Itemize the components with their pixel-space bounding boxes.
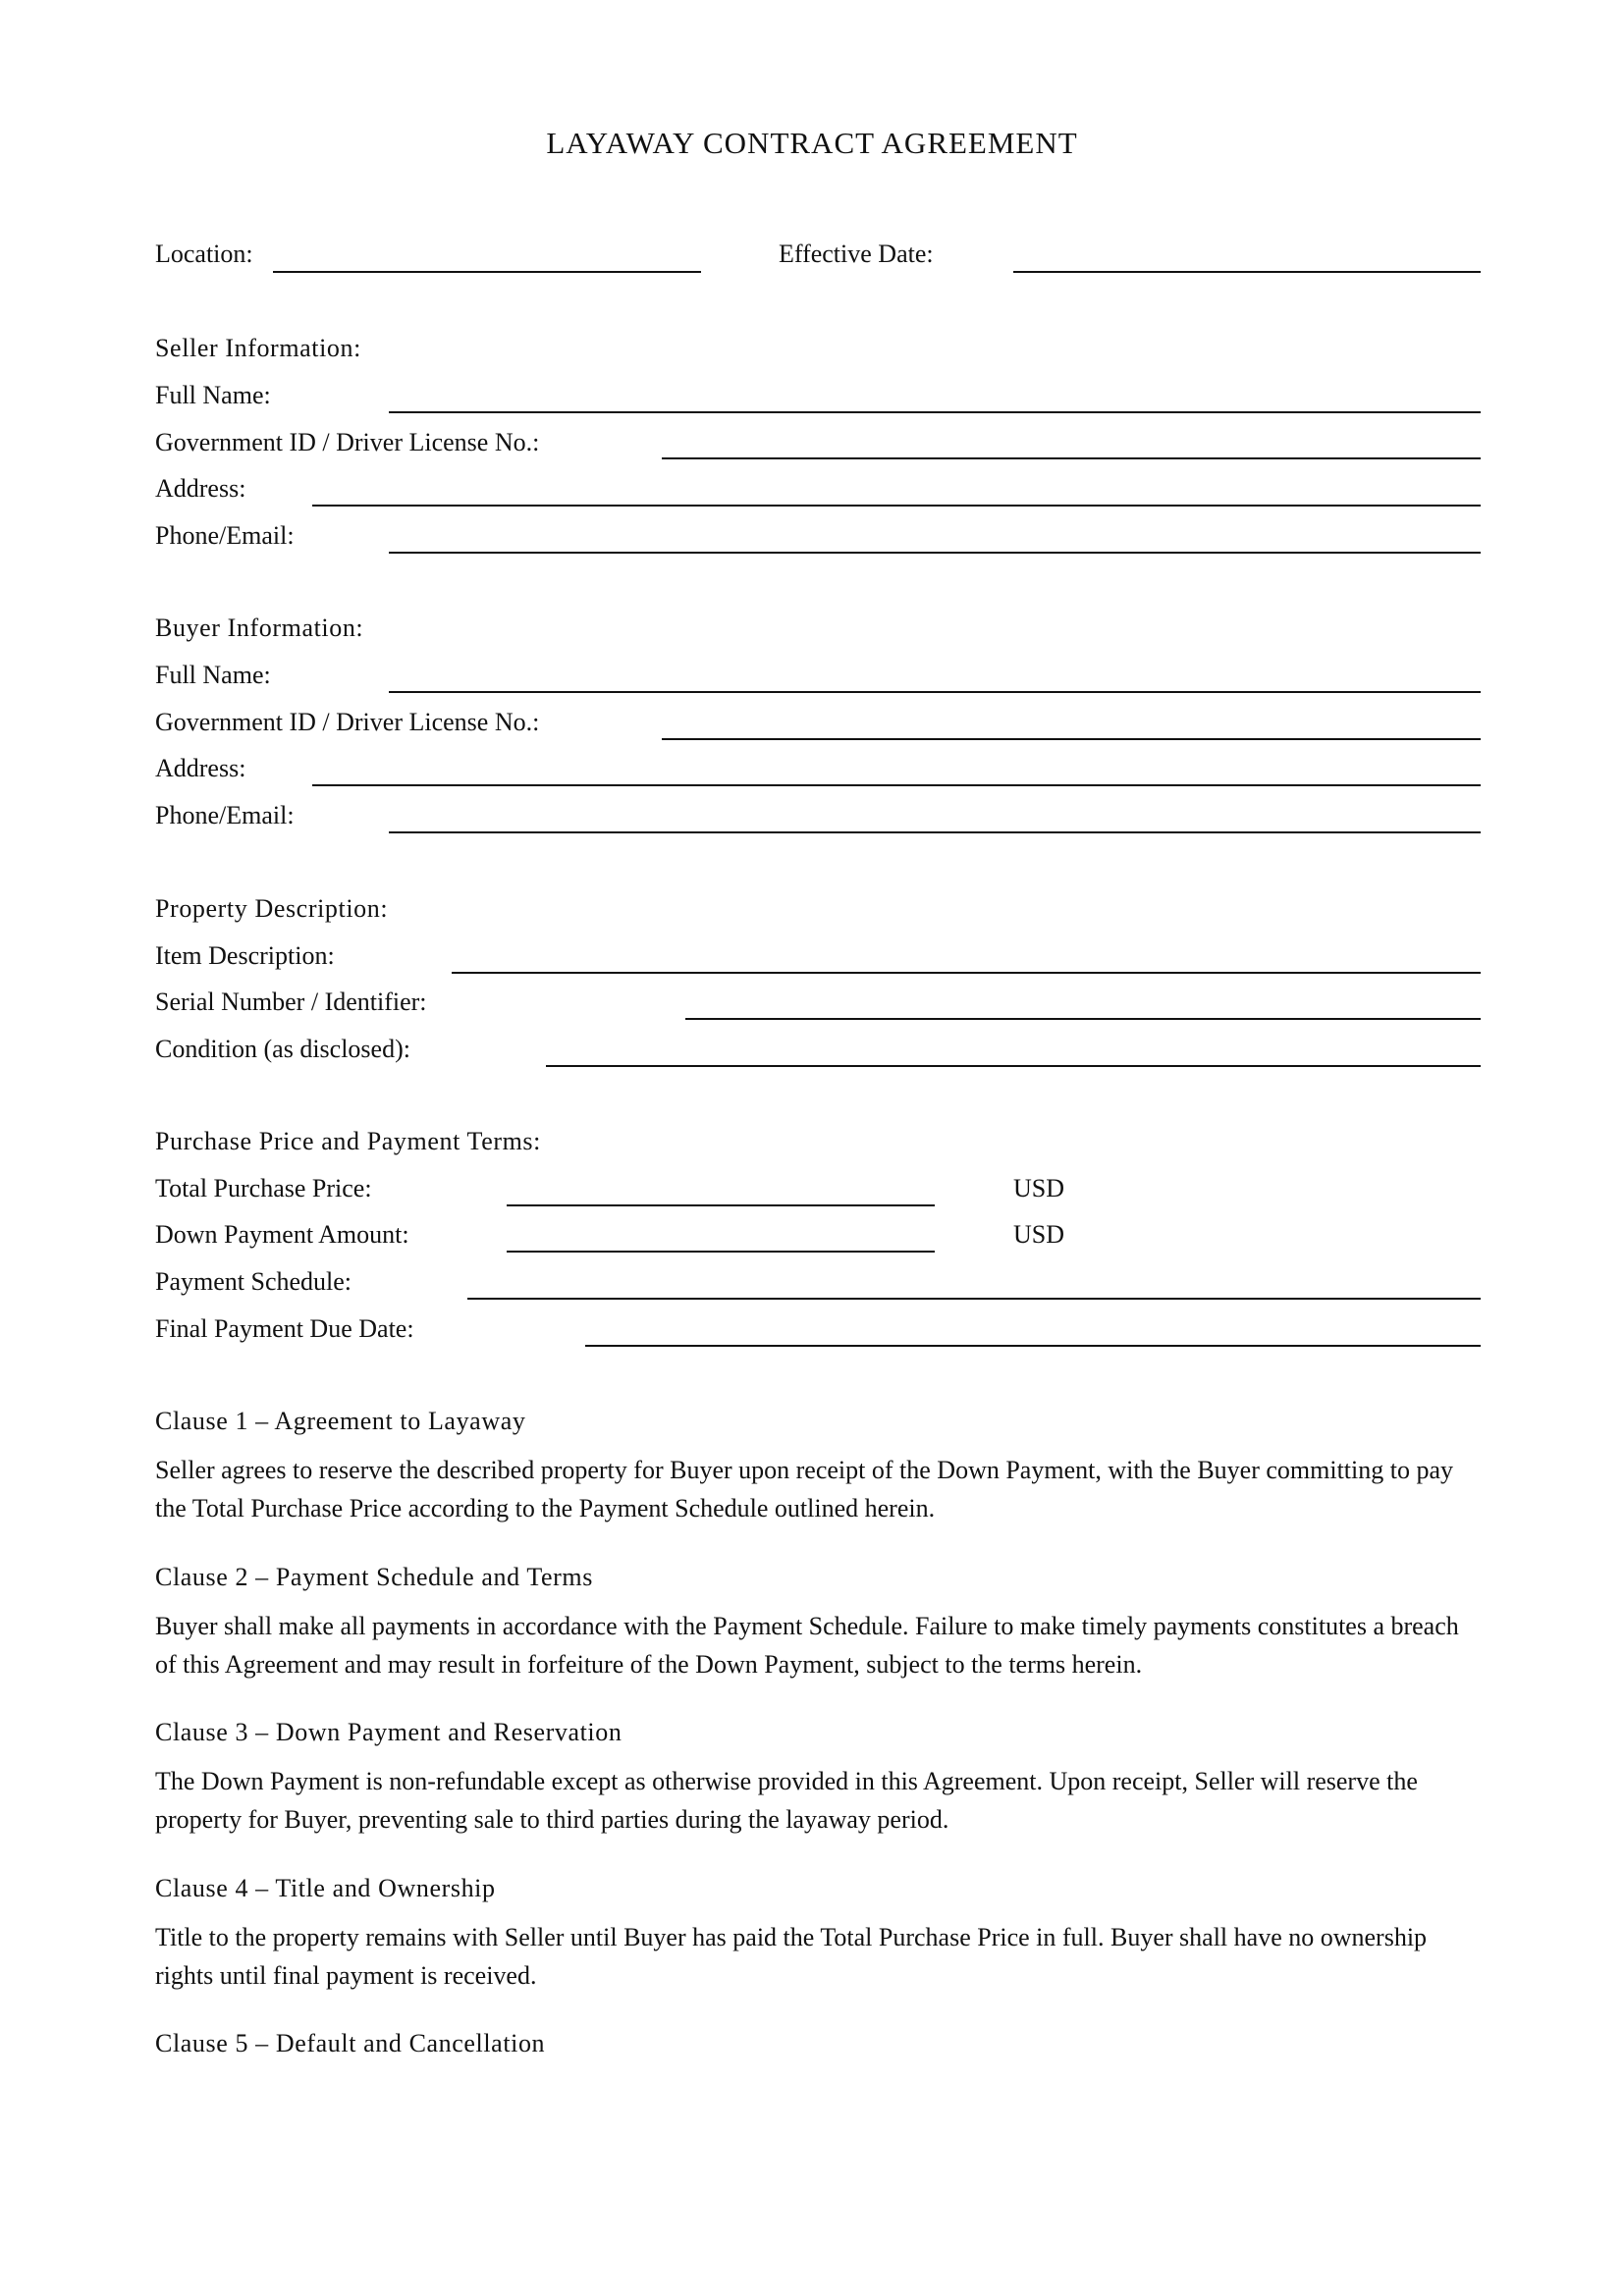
- item-description-label: Item Description:: [155, 941, 335, 970]
- buyer-full-name-field[interactable]: [389, 691, 1481, 693]
- clause-2-title: Clause 2 – Payment Schedule and Terms: [155, 1563, 593, 1591]
- seller-gov-id-field[interactable]: [662, 457, 1481, 459]
- serial-number-field[interactable]: [685, 1018, 1481, 1020]
- clause-4-body: Title to the property remains with Seller until Buyer has paid the Total Purchase Price in full. Buyer shall have no ownership rights until final payment is received.: [155, 1923, 1428, 1990]
- buyer-phone-email-label: Phone/Email:: [155, 801, 295, 829]
- clause-3-title: Clause 3 – Down Payment and Reservation: [155, 1718, 623, 1746]
- property-heading: Property Description:: [155, 894, 389, 923]
- seller-address-field[interactable]: [312, 505, 1481, 507]
- seller-phone-email-field[interactable]: [389, 552, 1481, 554]
- buyer-gov-id-field[interactable]: [662, 738, 1481, 740]
- location-field[interactable]: [273, 271, 701, 273]
- final-due-date-field[interactable]: [585, 1345, 1481, 1347]
- buyer-gov-id-label: Government ID / Driver License No.:: [155, 708, 540, 736]
- seller-heading: Seller Information:: [155, 334, 361, 362]
- condition-field[interactable]: [546, 1065, 1481, 1067]
- down-payment-field[interactable]: [507, 1251, 935, 1253]
- seller-phone-email-label: Phone/Email:: [155, 521, 295, 550]
- clause-2-body: Buyer shall make all payments in accordance with the Payment Schedule. Failure to make timely payments constitutes a breach of this Agreement and may result in forfeiture of the Down Payment, subject to the terms herein.: [155, 1612, 1459, 1679]
- clause-5-title: Clause 5 – Default and Cancellation: [155, 2029, 546, 2057]
- payment-heading: Purchase Price and Payment Terms:: [155, 1127, 541, 1155]
- clause-1-body: Seller agrees to reserve the described property for Buyer upon receipt of the Down Payment, with the Buyer committing to pay the Total Purchase Price according to the Payment Schedule outlined herein.: [155, 1456, 1454, 1522]
- document-title: LAYAWAY CONTRACT AGREEMENT: [546, 126, 1078, 160]
- seller-gov-id-label: Government ID / Driver License No.:: [155, 428, 540, 456]
- final-due-date-label: Final Payment Due Date:: [155, 1314, 414, 1343]
- payment-schedule-field[interactable]: [467, 1298, 1481, 1300]
- buyer-address-field[interactable]: [312, 784, 1481, 786]
- payment-schedule-label: Payment Schedule:: [155, 1267, 352, 1296]
- buyer-address-label: Address:: [155, 754, 246, 782]
- effective-date-field[interactable]: [1013, 271, 1481, 273]
- clause-1-title: Clause 1 – Agreement to Layaway: [155, 1407, 526, 1435]
- location-label: Location:: [155, 240, 253, 268]
- seller-full-name-label: Full Name:: [155, 381, 271, 409]
- seller-address-label: Address:: [155, 474, 246, 503]
- item-description-field[interactable]: [452, 972, 1481, 974]
- effective-date-label: Effective Date:: [779, 240, 934, 268]
- total-price-currency: USD: [1013, 1174, 1065, 1202]
- seller-full-name-field[interactable]: [389, 411, 1481, 413]
- total-price-field[interactable]: [507, 1204, 935, 1206]
- serial-number-label: Serial Number / Identifier:: [155, 988, 427, 1016]
- down-payment-currency: USD: [1013, 1220, 1065, 1249]
- total-price-label: Total Purchase Price:: [155, 1174, 372, 1202]
- down-payment-label: Down Payment Amount:: [155, 1220, 409, 1249]
- buyer-phone-email-field[interactable]: [389, 831, 1481, 833]
- buyer-full-name-label: Full Name:: [155, 661, 271, 689]
- clause-4-title: Clause 4 – Title and Ownership: [155, 1874, 496, 1902]
- condition-label: Condition (as disclosed):: [155, 1035, 410, 1063]
- clause-3-body: The Down Payment is non-refundable except as otherwise provided in this Agreement. Upon receipt, Seller will reserve the property for Buyer, preventing sale to third parties during the layaway period.: [155, 1767, 1418, 1834]
- buyer-heading: Buyer Information:: [155, 614, 364, 642]
